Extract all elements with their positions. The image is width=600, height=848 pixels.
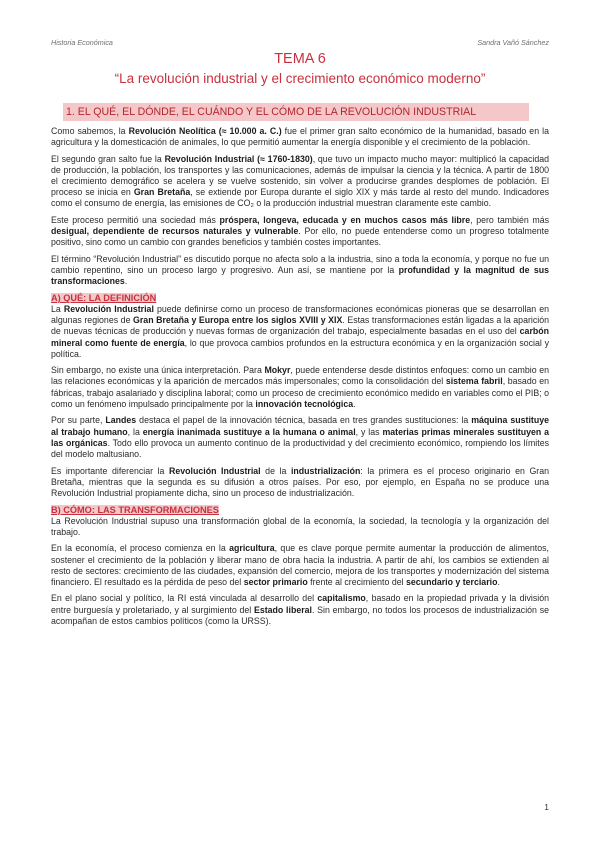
- paragraph: Sin embargo, no existe una única interpretación. Para Mokyr, puede entenderse desde distintos enfoques: como un cambio en las relaciones económicas y la aparición de mercados más impersonales; como la consolidación del sistema fabril, basado en fábricas, trabajo asalariado y disciplina laboral; como un proceso de crecimiento económico medido en variables como el PIB; o como un fenómeno impulsado principalmente por la innovación tecnológica.: [51, 365, 549, 409]
- paragraph: Como sabemos, la Revolución Neolítica (≈ 10.000 a. C.) fue el primer gran salto económico de la humanidad, basado en la agricultura y la domesticación de animales, lo que permitió aumentar la energía disponible y el crecimiento de la población.: [51, 126, 549, 148]
- subsection-heading-a: A) QUÉ: LA DEFINICIÓN: [51, 293, 157, 304]
- page-number: 1: [544, 802, 549, 812]
- paragraph: Es importante diferenciar la Revolución Industrial de la industrialización: la primera es el proceso originario en Gran Bretaña, mientras que la segunda es su difusión a otros países. Por eso, por ejemplo, en España no se produce una Revolución Industrial propiamente dicha, sino un proceso de industrialización.: [51, 465, 549, 498]
- header-author: Sandra Vañó Sánchez: [477, 38, 549, 47]
- section-heading: 1. EL QUÉ, EL DÓNDE, EL CUÁNDO Y EL CÓMO DE LA REVOLUCIÓN INDUSTRIAL: [63, 103, 529, 121]
- paragraph: La Revolución Industrial puede definirse como un proceso de transformaciones económicas pioneras que se desarrollan en algunas regiones de Gran Bretaña y Europa entre los siglos XVIII y XIX. Estas transformaciones están ligadas a la aparición de nuevas técnicas de producción y nuevas formas de organización del trabajo, especialmente basadas en el uso del carbón mineral como fuente de energía, lo que provoca cambios profundos en la estructura económica y en la organización social y política.: [51, 304, 550, 359]
- paragraph: Por su parte, Landes destaca el papel de la innovación técnica, basada en tres grandes sustituciones: la máquina sustituye al trabajo humano, la energía inanimada sustituye a la humana o animal, y las materias primas minerales sustituyen a las orgánicas. Todo ello provoca un aumento continuo de la productividad y del crecimiento económico, rompiendo los límites del modelo maltusiano.: [51, 415, 550, 459]
- page-subtitle: “La revolución industrial y el crecimiento económico moderno”: [114, 71, 486, 86]
- document-body: [51, 126, 549, 632]
- paragraph: La Revolución Industrial supuso una transformación global de la economía, la sociedad, la tecnología y la organización del trabajo.: [51, 515, 549, 537]
- paragraph: En el plano social y político, la RI está vinculada al desarrollo del capitalismo, basado en la propiedad privada y la división entre burguesía y proletariado, y al surgimiento del Estado liberal. Sin embargo, no todos los procesos de industrialización se acompañan de estos cambios políticos (como la URSS).: [51, 593, 549, 626]
- paragraph: Este proceso permitió una sociedad más próspera, longeva, educada y en muchos casos más libre, pero también más desigual, dependiente de recursos naturales y vulnerable. Por ello, no puede entenderse como un progreso totalmente positivo, sino como un cambio con grandes beneficios y también costes importantes.: [51, 215, 550, 248]
- subsection-heading-b: B) CÓMO: LAS TRANSFORMACIONES: [51, 504, 219, 515]
- paragraph: El segundo gran salto fue la Revolución Industrial (≈ 1760-1830), que tuvo un impacto mucho mayor: multiplicó la capacidad de producción, la población, los transportes y las comunicaciones, además de impulsar la ciencia y la técnica. A partir de 1800 el crecimiento demográfico se acelera y se vuelve sostenido, sin volver a producirse grandes desplomes de población. El proceso se inicia en Gran Bretaña, se extiende por Europa durante el siglo XIX y más tarde al resto del mundo. Indicadores como el consumo de energía, las emisiones de CO₂ o la producción industrial muestran claramente este cambio.: [51, 153, 549, 209]
- paragraph: El término “Revolución Industrial” es discutido porque no afecta solo a la industria, sino a toda la economía, y porque no fue un cambio repentino, sino un proceso largo y progresivo. Aun así, se mantiene por la profundidad y la magnitud de sus transformaciones.: [51, 254, 549, 287]
- page-title: TEMA 6: [274, 51, 326, 67]
- paragraph: En la economía, el proceso comienza en la agricultura, que es clave porque permite aumentar la producción de alimentos, sostener el crecimiento de la población y liberar mano de obra hacia la industria. A partir de ahí, los cambios se extienden al resto de sectores: crecimiento de las ciudades, expansión del comercio, mejora de los transportes y modernización del sistema financiero. El resultado es la pérdida de peso del sector primario frente al crecimiento del secundario y terciario.: [51, 543, 549, 587]
- header-course: Historia Económica: [51, 38, 113, 47]
